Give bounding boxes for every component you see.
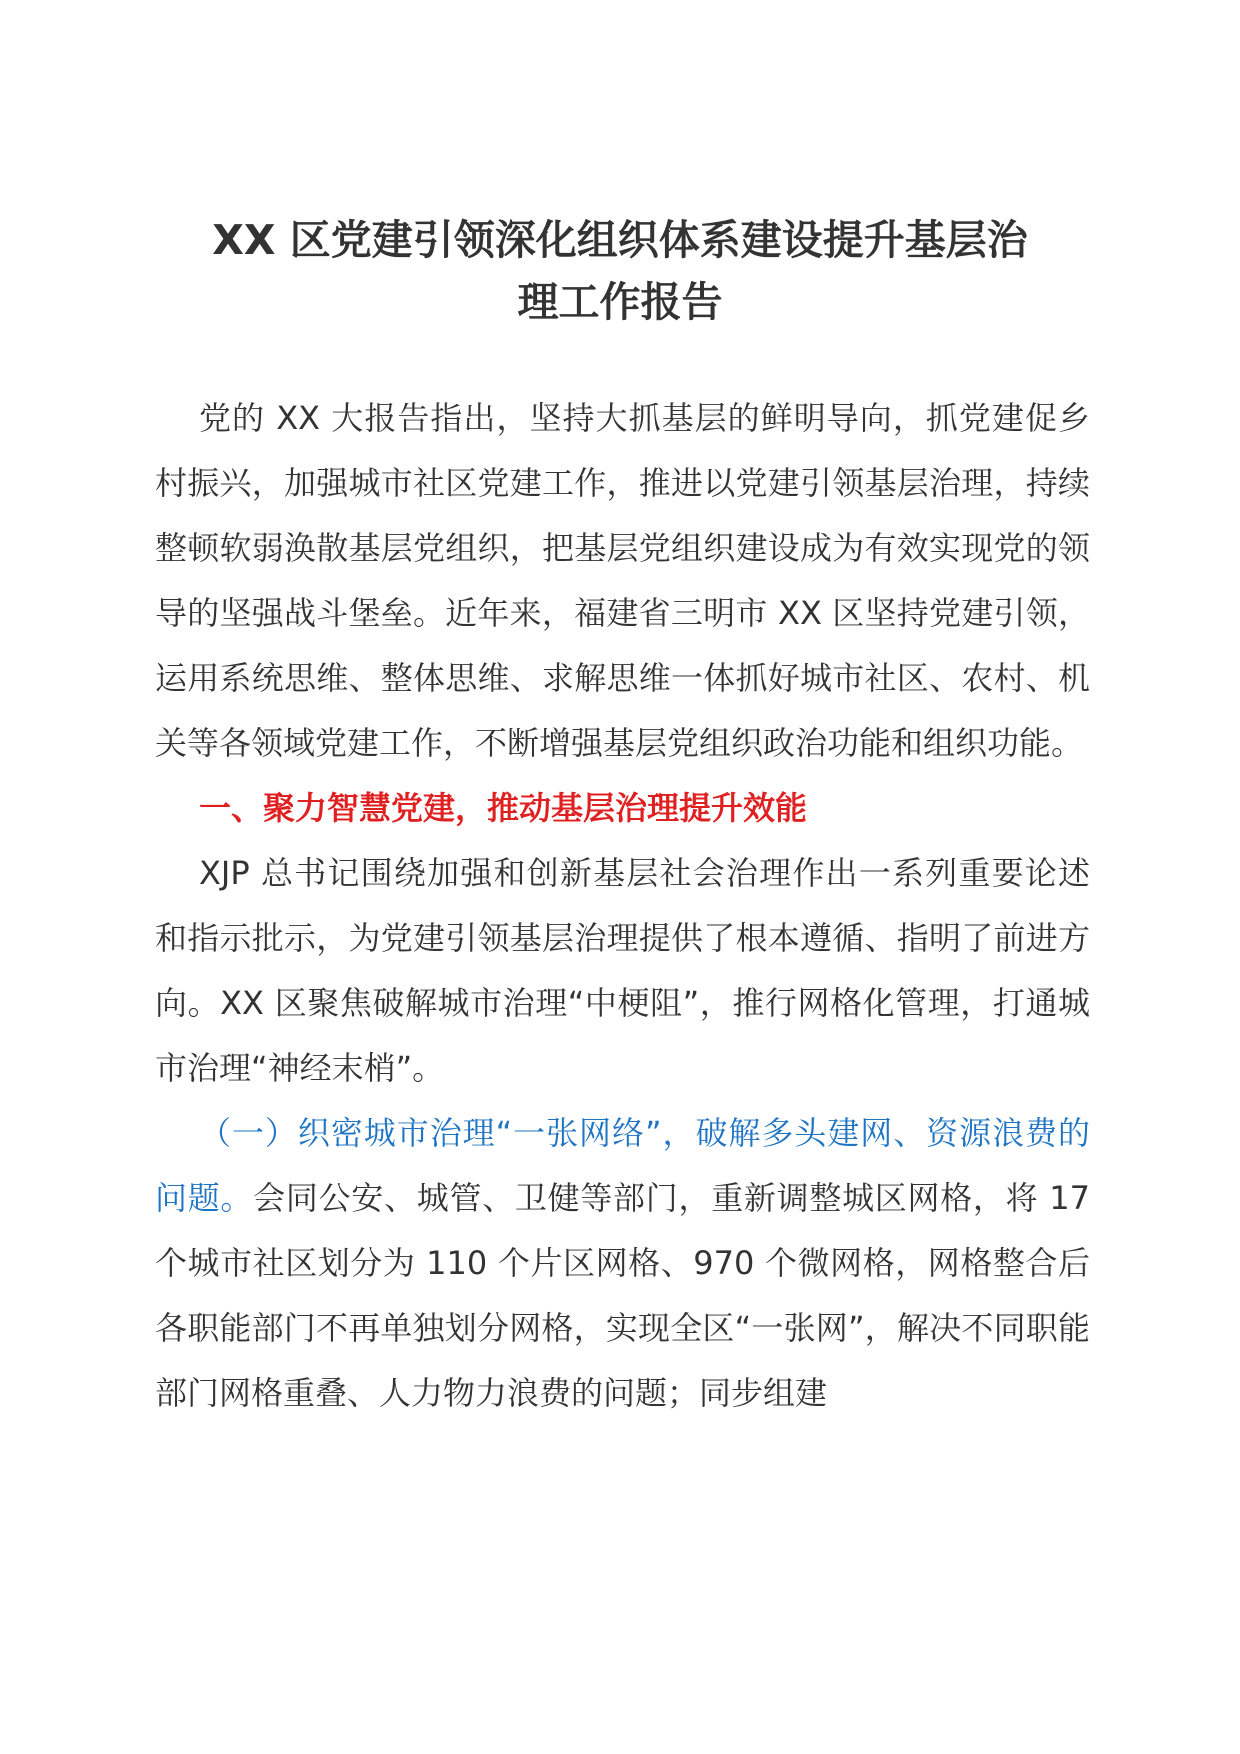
document-body bbox=[155, 386, 1090, 1426]
paragraph-section-1: XJP 总书记围绕加强和创新基层社会治理作出一系列重要论述和指示批示，为党建引领基层治理提供了根本遵循、指明了前进方向。XX 区聚焦破解城市治理“中梗阻”，推行网格化管理，打通城市治理“神经末梢”。 bbox=[155, 854, 1090, 1087]
title-line-2: 理工作报告 bbox=[517, 278, 723, 326]
title-line-1: XX 区党建引领深化组织体系建设提升基层治 bbox=[212, 216, 1028, 264]
subsection-heading-1: （一）织密城市治理“一张网络”，破解多头建网、资源浪费的问题。 bbox=[155, 1114, 1090, 1217]
subsection-1-text: 会同公安、城管、卫健等部门，重新调整城区网格，将 17 个城市社区划分为 110 个片区网格、970 个微网格，网格整合后各职能部门不再单独划分网格，实现全区“一张网”，解决不同职能部门网格重叠、人力物力浪费的问题；同步组建 bbox=[155, 1179, 1090, 1412]
section-heading-1: 一、聚力智慧党建，推动基层治理提升效能 bbox=[199, 789, 808, 827]
document-title bbox=[150, 209, 1090, 333]
paragraph-intro: 党的 XX 大报告指出，坚持大抓基层的鲜明导向，抓党建促乡村振兴，加强城市社区党建工作，推进以党建引领基层治理，持续整顿软弱涣散基层党组织，把基层党组织建设成为有效实现党的领导的坚强战斗堡垒。近年来，福建省三明市 XX 区坚持党建引领，运用系统思维、整体思维、求解思维一体抓好城市社区、农村、机关等各领域党建工作，不断增强基层党组织政治功能和组织功能。 bbox=[155, 399, 1090, 762]
paragraph-subsection-1 bbox=[155, 1101, 1090, 1426]
